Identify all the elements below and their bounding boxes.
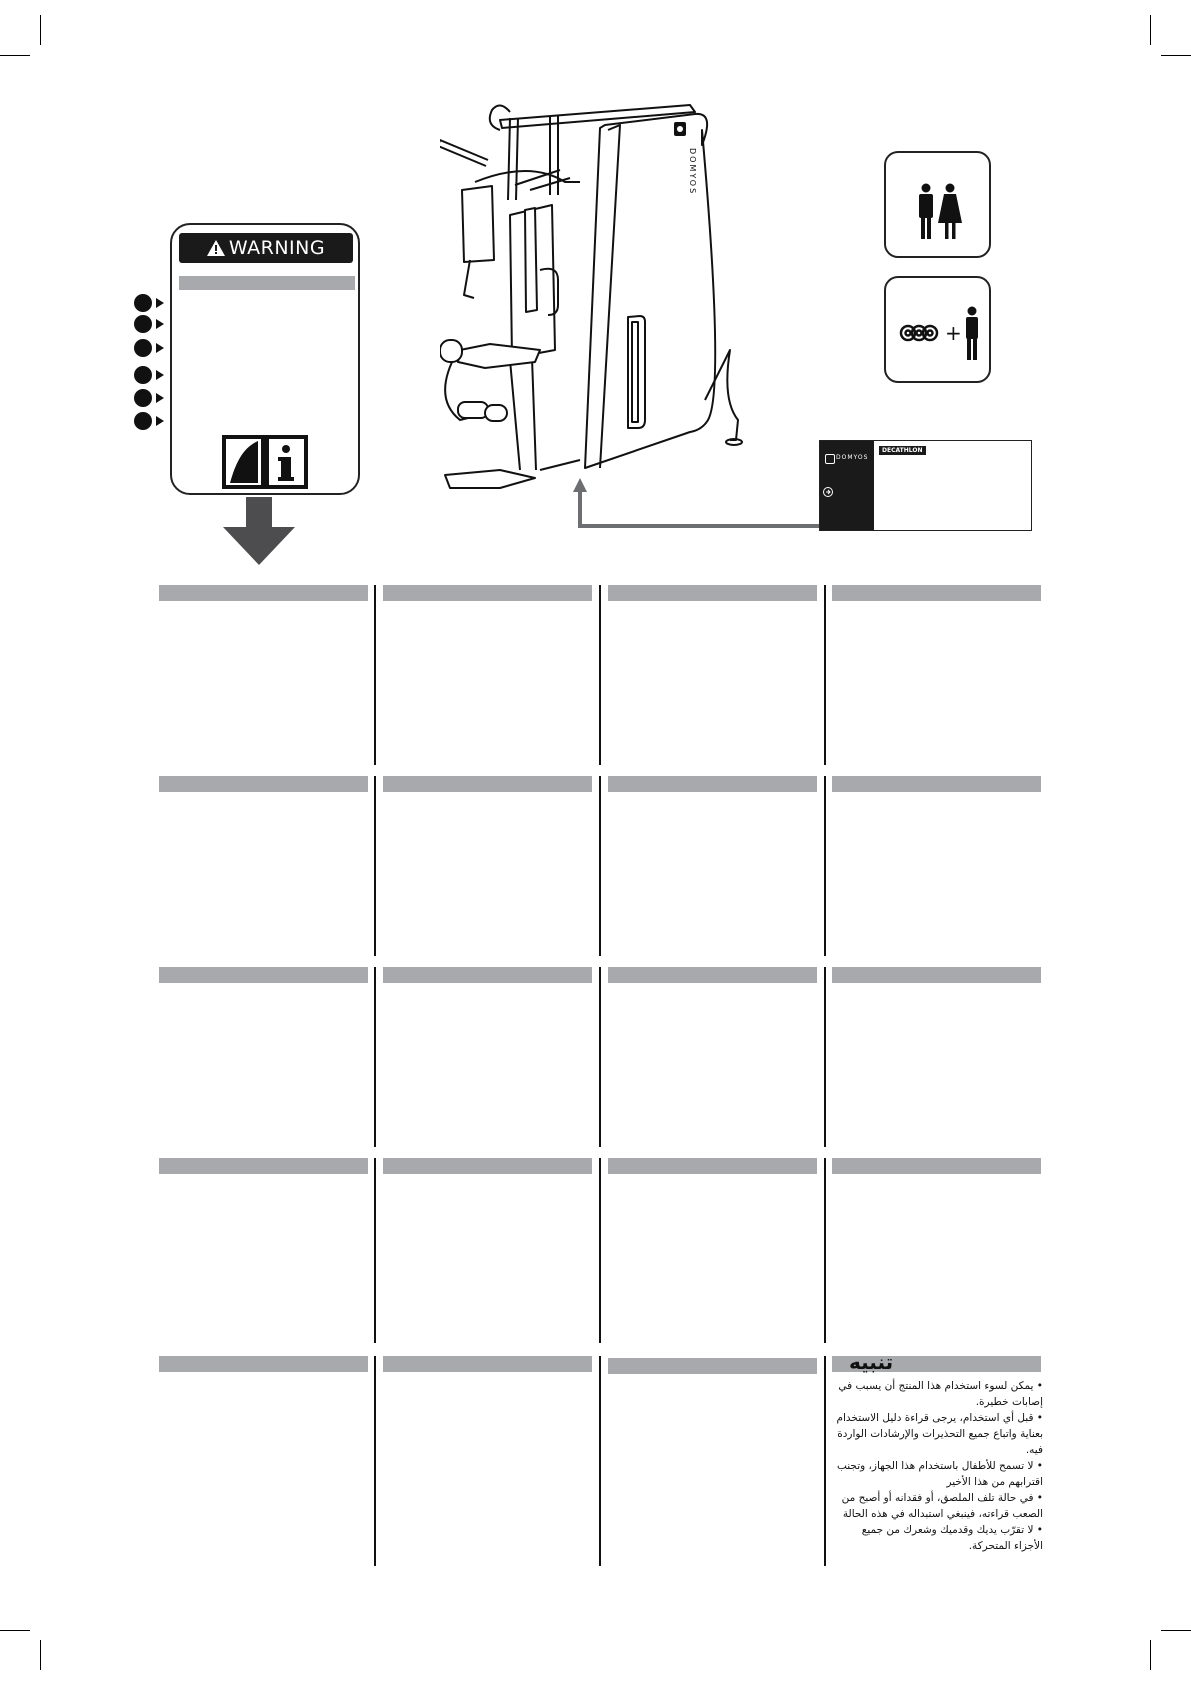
plus-sign: + xyxy=(945,321,962,345)
warning-bullet xyxy=(134,412,170,430)
machine-brand-text: DOMYOS xyxy=(688,148,697,196)
column-divider xyxy=(824,585,826,765)
warning-text-bar xyxy=(179,276,355,290)
down-arrow-icon xyxy=(223,497,295,565)
sticker-brand-badge: DECATHLON xyxy=(879,446,926,455)
arabic-warning-item: • لا تسمح للأطفال باستخدام هذا الجهاز، وتجنب اقترابهم من هذا الأخير xyxy=(836,1460,1043,1488)
arabic-warning-item: • لا تقرّب يديك وقدميك وشعرك من جميع الأجزاء المتحركة. xyxy=(861,1524,1043,1552)
warning-bullet xyxy=(134,315,170,333)
column-header xyxy=(383,967,592,983)
column-divider xyxy=(599,967,601,1147)
column-header xyxy=(159,585,368,601)
crop-mark xyxy=(1161,55,1191,56)
column-header xyxy=(159,1356,368,1372)
column-divider xyxy=(374,967,376,1147)
column-divider xyxy=(599,776,601,956)
sticker-dark-panel xyxy=(820,441,874,530)
home-gym-illustration xyxy=(440,100,750,515)
label-location-arrow xyxy=(570,478,822,530)
column-header xyxy=(159,776,368,792)
warning-title: WARNING xyxy=(228,237,326,259)
crop-mark xyxy=(1161,1630,1191,1631)
column-header xyxy=(159,967,368,983)
column-header xyxy=(832,585,1041,601)
max-load-icon-box xyxy=(884,276,991,383)
column-header xyxy=(159,1158,368,1174)
crop-mark xyxy=(40,1640,41,1670)
column-divider xyxy=(824,1158,826,1343)
column-divider xyxy=(374,1356,376,1566)
crop-mark xyxy=(0,55,30,56)
warning-bullet xyxy=(134,294,170,312)
sticker-logo xyxy=(825,454,835,464)
arrow-right-icon xyxy=(823,487,833,497)
warning-bullet xyxy=(134,339,170,357)
column-header xyxy=(608,1158,817,1174)
column-divider xyxy=(374,776,376,956)
column-divider xyxy=(599,1356,601,1566)
column-header xyxy=(383,1158,592,1174)
column-header xyxy=(832,967,1041,983)
crop-mark xyxy=(1150,1640,1151,1670)
column-divider xyxy=(374,1158,376,1343)
man-woman-icon xyxy=(914,183,964,241)
column-divider xyxy=(599,585,601,765)
column-divider xyxy=(374,585,376,765)
arabic-warning-item: • يمكن لسوء استخدام هذا المنتج أن يسبب في إصابات خطيرة. xyxy=(838,1380,1043,1408)
column-header xyxy=(832,1158,1041,1174)
column-divider xyxy=(824,967,826,1147)
column-divider xyxy=(599,1158,601,1343)
column-divider xyxy=(824,776,826,956)
column-header xyxy=(608,967,817,983)
arabic-warning-item: • في حالة تلف الملصق، أو فقدانه أو أصبح من الصعب قراءته، فينبغي استبداله في هذه الحالة xyxy=(841,1492,1043,1520)
column-header xyxy=(383,1356,592,1372)
column-header xyxy=(832,776,1041,792)
column-header xyxy=(608,1358,817,1374)
crop-mark xyxy=(1150,15,1151,45)
product-sticker xyxy=(819,440,1032,531)
warning-header xyxy=(179,233,353,263)
column-header xyxy=(608,585,817,601)
crop-mark xyxy=(0,1630,30,1631)
warning-label xyxy=(170,223,360,495)
column-header xyxy=(608,776,817,792)
users-icon-box xyxy=(884,151,991,258)
column-header xyxy=(383,776,592,792)
warning-bullet xyxy=(134,389,170,407)
sticker-logo-text: DOMYOS xyxy=(836,454,869,461)
arabic-warning-title: تنبيه xyxy=(849,1350,894,1374)
read-manual-icon xyxy=(222,433,308,491)
arabic-warning-text xyxy=(833,1378,1043,1554)
warning-triangle-icon xyxy=(207,240,225,256)
warning-bullet xyxy=(134,366,170,384)
weight-plates-plus-person-icon xyxy=(896,306,984,362)
column-header xyxy=(383,585,592,601)
crop-mark xyxy=(40,15,41,45)
arabic-warning-item: • قبل أي استخدام، يرجى قراءة دليل الاستخدام بعناية واتباع جميع التحذيرات والإرشادات الواردة فيه. xyxy=(836,1412,1043,1456)
column-divider xyxy=(824,1356,826,1566)
